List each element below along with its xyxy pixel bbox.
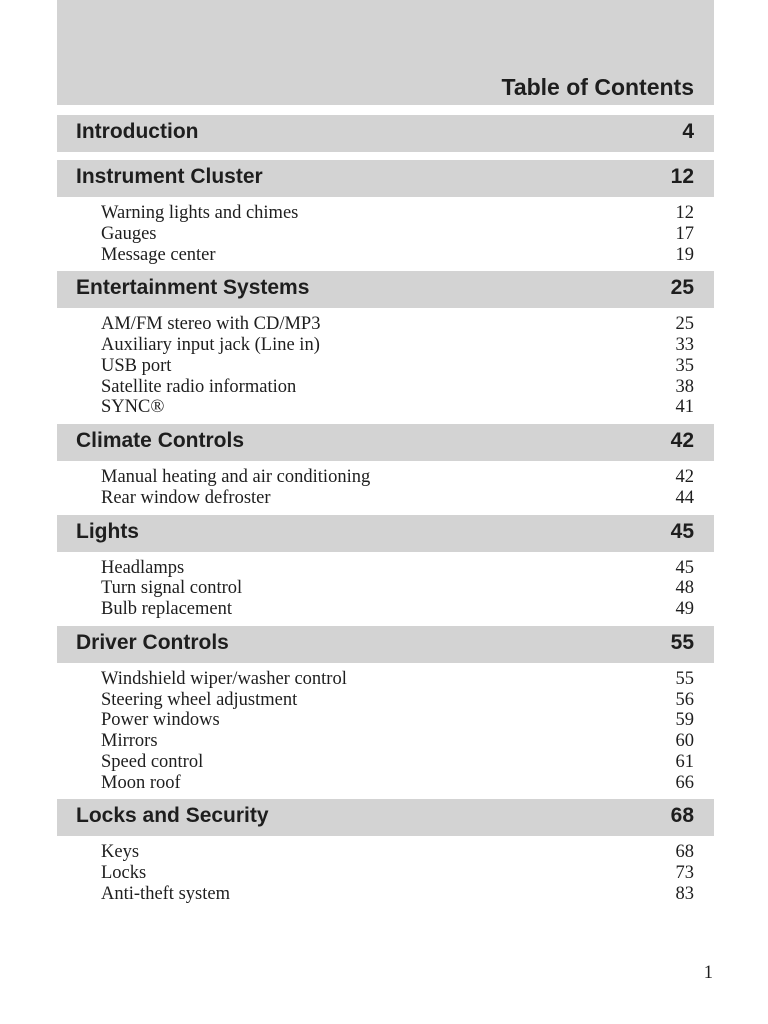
entry-page-number: 83 bbox=[675, 883, 694, 904]
toc-entry[interactable] bbox=[57, 710, 714, 731]
entry-page-number: 60 bbox=[675, 731, 694, 751]
entry-page-number: 59 bbox=[675, 710, 694, 731]
section-entries bbox=[57, 197, 714, 271]
entry-title: Power windows bbox=[101, 710, 220, 731]
section-page-number: 42 bbox=[670, 429, 694, 452]
section-title: Climate Controls bbox=[76, 429, 245, 452]
toc-entry[interactable] bbox=[57, 752, 714, 773]
toc-entry[interactable] bbox=[57, 578, 714, 599]
entry-title: Bulb replacement bbox=[101, 599, 232, 619]
entry-title: Message center bbox=[101, 244, 216, 265]
toc-entry[interactable] bbox=[57, 335, 714, 356]
toc-entry[interactable] bbox=[57, 731, 714, 752]
entry-page-number: 68 bbox=[675, 842, 694, 863]
section-spacer bbox=[57, 152, 714, 160]
entry-title: Keys bbox=[101, 842, 140, 863]
section-entries bbox=[57, 552, 714, 626]
entry-page-number: 73 bbox=[675, 863, 694, 883]
entry-page-number: 44 bbox=[675, 487, 694, 508]
entry-page-number: 17 bbox=[675, 223, 694, 244]
toc-section bbox=[57, 626, 714, 800]
toc-entry[interactable] bbox=[57, 773, 714, 794]
section-title: Instrument Cluster bbox=[76, 165, 263, 188]
entry-title: Warning lights and chimes bbox=[101, 203, 299, 223]
entry-title: Windshield wiper/washer control bbox=[101, 668, 347, 689]
entry-title: Moon roof bbox=[101, 772, 181, 793]
entry-title: SYNC® bbox=[101, 397, 165, 418]
entry-page-number: 55 bbox=[675, 668, 694, 689]
page-number: 1 bbox=[703, 963, 713, 983]
section-heading[interactable] bbox=[57, 799, 714, 836]
entry-title: Rear window defroster bbox=[101, 487, 271, 508]
section-heading[interactable] bbox=[57, 515, 714, 552]
section-heading[interactable] bbox=[57, 271, 714, 308]
page-title: Table of Contents bbox=[501, 74, 694, 100]
section-entries bbox=[57, 663, 714, 800]
toc-entry[interactable] bbox=[57, 314, 714, 335]
entry-page-number: 19 bbox=[675, 244, 694, 265]
entry-title: Auxiliary input jack (Line in) bbox=[101, 335, 320, 355]
toc-section bbox=[57, 271, 714, 424]
section-page-number: 68 bbox=[670, 804, 694, 828]
entry-title: Manual heating and air conditioning bbox=[101, 467, 371, 487]
entry-title: Turn signal control bbox=[101, 578, 243, 599]
entry-title: Gauges bbox=[101, 223, 157, 244]
section-page-number: 55 bbox=[670, 630, 694, 654]
section-title: Introduction bbox=[76, 120, 199, 143]
section-title: Locks and Security bbox=[76, 804, 269, 828]
toc-section bbox=[57, 160, 714, 271]
section-entries bbox=[57, 461, 714, 515]
entry-title: Anti-theft system bbox=[101, 883, 230, 904]
toc-entry[interactable] bbox=[57, 690, 714, 711]
entry-title: Locks bbox=[101, 863, 147, 883]
toc-section bbox=[57, 799, 714, 910]
entry-title: Mirrors bbox=[101, 731, 158, 751]
entry-page-number: 41 bbox=[675, 397, 694, 418]
toc-entry[interactable] bbox=[57, 356, 714, 377]
entry-title: Steering wheel adjustment bbox=[101, 689, 298, 710]
toc-entry[interactable] bbox=[57, 884, 714, 905]
entry-page-number: 61 bbox=[675, 751, 694, 772]
entry-page-number: 25 bbox=[675, 314, 694, 335]
toc-entry[interactable] bbox=[57, 863, 714, 884]
section-entries bbox=[57, 308, 714, 424]
entry-page-number: 12 bbox=[675, 203, 694, 223]
section-page-number: 4 bbox=[682, 120, 694, 143]
toc-section bbox=[57, 424, 714, 515]
entry-page-number: 42 bbox=[675, 467, 694, 487]
toc-entry[interactable] bbox=[57, 842, 714, 863]
entry-title: Headlamps bbox=[101, 557, 185, 578]
toc-entry[interactable] bbox=[57, 669, 714, 690]
toc-section bbox=[57, 115, 714, 160]
entry-page-number: 49 bbox=[675, 599, 694, 619]
entry-title: Satellite radio information bbox=[101, 376, 297, 397]
entry-page-number: 45 bbox=[675, 557, 694, 578]
section-page-number: 45 bbox=[670, 519, 694, 543]
section-title: Driver Controls bbox=[76, 630, 229, 654]
entry-title: AM/FM stereo with CD/MP3 bbox=[101, 314, 321, 335]
section-page-number: 25 bbox=[670, 276, 694, 300]
entry-page-number: 56 bbox=[675, 689, 694, 710]
toc-entry[interactable] bbox=[57, 203, 714, 224]
toc-sections bbox=[57, 115, 714, 911]
entry-page-number: 48 bbox=[675, 578, 694, 599]
toc-section bbox=[57, 515, 714, 626]
entry-page-number: 35 bbox=[675, 355, 694, 376]
toc-entry[interactable] bbox=[57, 397, 714, 418]
toc-entry[interactable] bbox=[57, 467, 714, 488]
section-heading[interactable] bbox=[57, 160, 714, 197]
section-heading[interactable] bbox=[57, 626, 714, 663]
entry-page-number: 33 bbox=[675, 335, 694, 355]
toc-entry[interactable] bbox=[57, 558, 714, 579]
entry-title: USB port bbox=[101, 355, 172, 376]
toc-entry[interactable] bbox=[57, 245, 714, 266]
section-title: Lights bbox=[76, 519, 139, 543]
section-heading[interactable] bbox=[57, 115, 714, 152]
section-heading[interactable] bbox=[57, 424, 714, 461]
toc-entry[interactable] bbox=[57, 377, 714, 398]
section-entries bbox=[57, 836, 714, 910]
toc-entry[interactable] bbox=[57, 599, 714, 620]
entry-title: Speed control bbox=[101, 751, 204, 772]
entry-page-number: 38 bbox=[675, 376, 694, 397]
section-title: Entertainment Systems bbox=[76, 276, 310, 300]
section-page-number: 12 bbox=[670, 165, 694, 188]
toc-entry[interactable] bbox=[57, 224, 714, 245]
header-band bbox=[57, 0, 714, 105]
toc-entry[interactable] bbox=[57, 488, 714, 509]
entry-page-number: 66 bbox=[675, 772, 694, 793]
